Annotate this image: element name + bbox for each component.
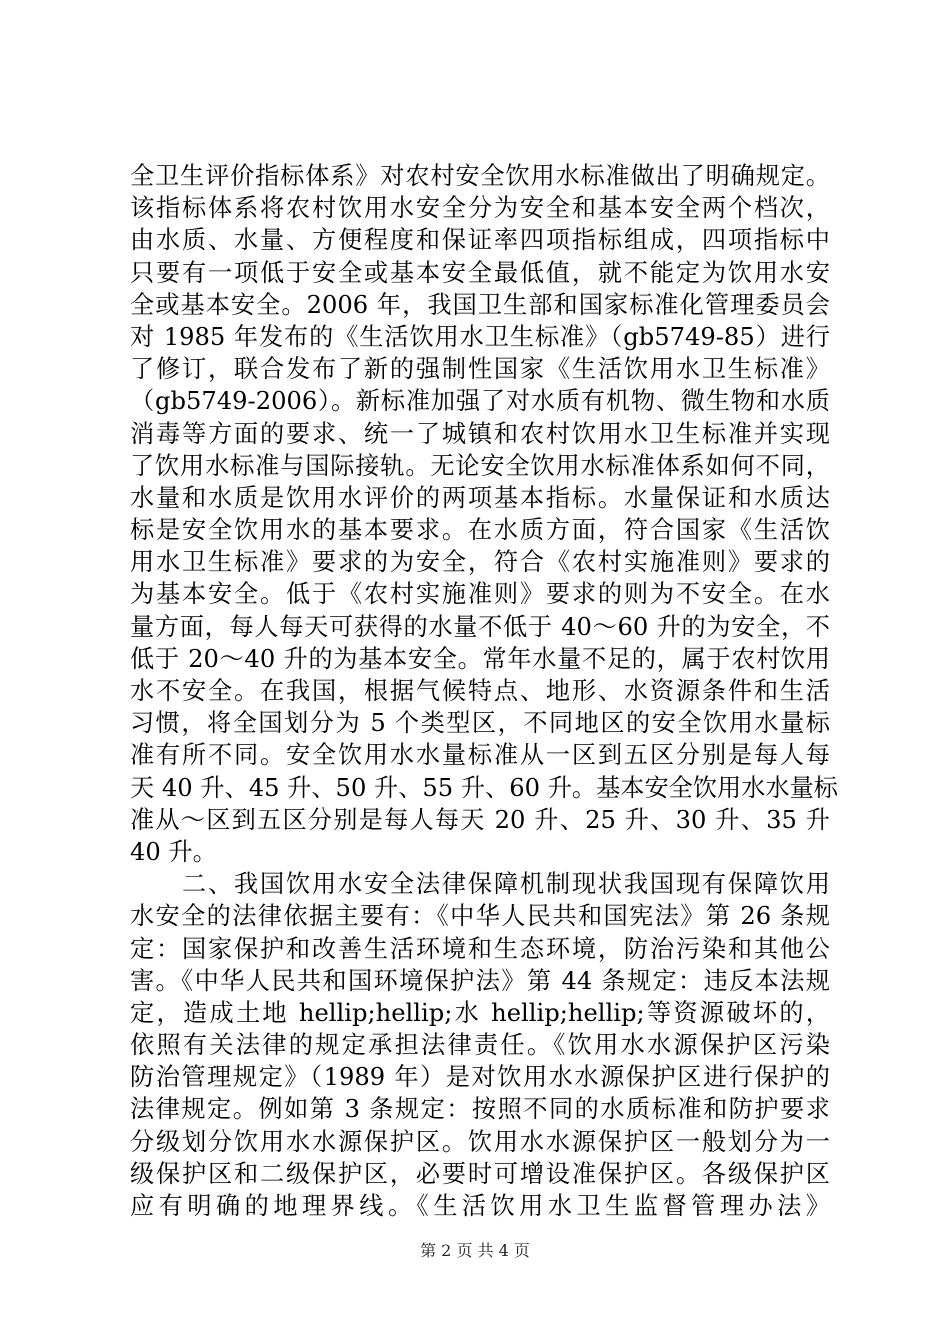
text-line: 水不安全。在我国，根据气候特点、地形、水资源条件和生活	[130, 677, 830, 705]
text-line: 由水质、水量、方便程度和保证率四项指标组成，四项指标中	[130, 226, 830, 255]
text-line: 防治管理规定》（1989 年）是对饮用水水源保护区进行保护的	[130, 1063, 830, 1092]
text-line: 标是安全饮用水的基本要求。在水质方面，符合国家《生活饮	[130, 516, 830, 545]
text-line: 害。《中华人民共和国环境保护法》第 44 条规定：违反本法规	[130, 966, 830, 995]
text-line: 只要有一项低于安全或基本安全最低值，就不能定为饮用水安	[130, 258, 830, 287]
text-line: 习惯，将全国划分为 5 个类型区，不同地区的安全饮用水量标	[130, 709, 830, 738]
text-line: 级保护区和二级保护区，必要时可增设准保护区。各级保护区	[130, 1159, 830, 1188]
text-line: 定：国家保护和改善生活环境和生态环境，防治污染和其他公	[130, 934, 830, 963]
text-line: 定，造成土地 hellip;hellip;水 hellip;hellip;等资源破坏的，	[130, 998, 830, 1027]
text-line: 消毒等方面的要求、统一了城镇和农村饮用水卫生标准并实现	[130, 419, 830, 448]
text-line: 全卫生评价指标体系》对农村安全饮用水标准做出了明确规定。	[130, 162, 830, 190]
text-line: 应有明确的地理界线。《生活饮用水卫生监督管理办法》	[130, 1192, 830, 1220]
text-line: 分级划分饮用水水源保护区。饮用水水源保护区一般划分为一	[130, 1127, 830, 1156]
text-line: 低于 20～40 升的为基本安全。常年水量不足的，属于农村饮用	[130, 644, 830, 673]
text-line: 了饮用水标准与国际接轨。无论安全饮用水标准体系如何不同，	[130, 451, 830, 480]
document-body	[130, 160, 838, 1222]
section-heading-line: 二、我国饮用水安全法律保障机制现状我国现有保障饮用	[182, 870, 830, 899]
text-line: 用水卫生标准》要求的为安全，符合《农村实施准则》要求的	[130, 548, 830, 577]
text-line: 为基本安全。低于《农村实施准则》要求的则为不安全。在水	[130, 580, 830, 609]
text-line: （gb5749-2006）。新标准加强了对水质有机物、微生物和水质	[130, 387, 830, 416]
text-line: 准从～区到五区分别是每人每天 20 升、25 升、30 升、35 升	[130, 805, 830, 834]
text-line-paragraph-end: 40 升。	[130, 837, 217, 866]
text-line: 全或基本安全。2006 年，我国卫生部和国家标准化管理委员会	[130, 290, 830, 319]
text-line: 天 40 升、45 升、50 升、55 升、60 升。基本安全饮用水水量标	[130, 773, 838, 802]
page-number-footer: 第 2 页 共 4 页	[420, 1241, 530, 1260]
text-line: 水量和水质是饮用水评价的两项基本指标。水量保证和水质达	[130, 483, 830, 512]
text-line: 了修订，联合发布了新的强制性国家《生活饮用水卫生标准》	[130, 355, 830, 384]
text-line: 法律规定。例如第 3 条规定：按照不同的水质标准和防护要求	[130, 1095, 830, 1124]
text-line: 量方面，每人每天可获得的水量不低于 40～60 升的为安全，不	[130, 612, 830, 641]
text-line: 依照有关法律的规定承担法律责任。《饮用水水源保护区污染	[130, 1031, 830, 1060]
text-line: 该指标体系将农村饮用水安全分为安全和基本安全两个档次，	[130, 194, 830, 223]
text-line: 对 1985 年发布的《生活饮用水卫生标准》（gb5749-85）进行	[130, 322, 830, 351]
text-line: 水安全的法律依据主要有：《中华人民共和国宪法》第 26 条规	[130, 902, 830, 931]
text-line: 准有所不同。安全饮用水水量标准从一区到五区分别是每人每	[130, 741, 830, 770]
